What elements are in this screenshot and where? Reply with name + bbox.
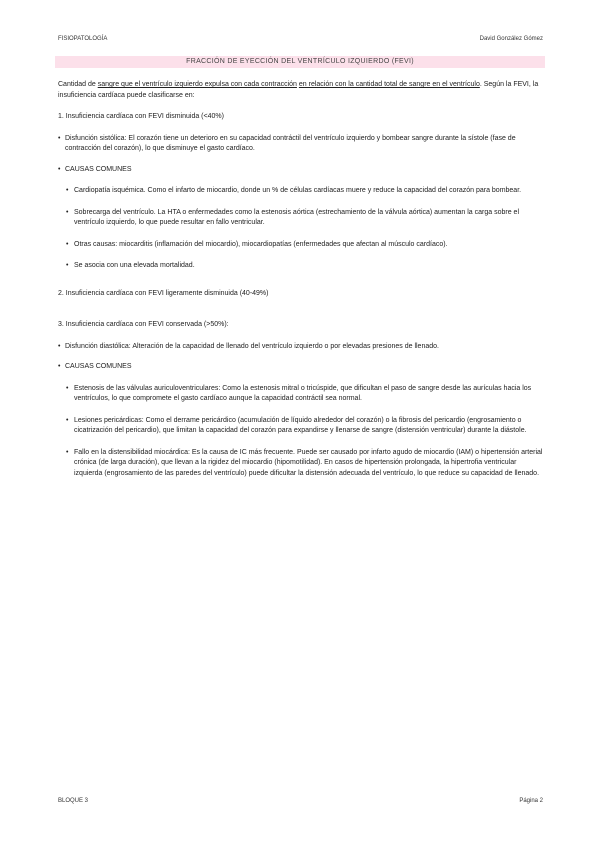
section-3-heading: 3. Insuficiencia cardíaca con FEVI conservada (>50%): [58,321,229,328]
section-3-disfuncion: • Disfunción diastólica: Alteración de la capacidad de llenado del ventrículo izquierdo o por elevadas presiones de llenado. [58,342,544,353]
footer-page-number: Página 2 [519,798,543,804]
intro-text-1: Cantidad de [58,81,98,88]
header-subject: FISIOPATOLOGÍA [58,36,108,42]
section-2-heading: 2. Insuficiencia cardíaca con FEVI ligeramente disminuida (40-49%) [58,289,269,297]
section-1-item-2: • Sobrecarga del ventrículo. La HTA o enfermedades como la estenosis aórtica (estrechamiento de la válvula aórtica) aumentan la carga sobre el ventrículo izquierdo, lo que puede resultar en fallo ventricular. [58,208,544,229]
section-1-causas-heading: • CAUSAS COMUNES [58,165,544,176]
intro-paragraph [58,80,544,101]
section-1-heading: 1. Insuficiencia cardíaca con FEVI disminuida (<40%) [58,113,224,120]
section-3-causas-heading: • CAUSAS COMUNES [58,362,544,373]
section-1-disfuncion: • Disfunción sistólica: El corazón tiene un deterioro en su capacidad contráctil del ventrículo izquierdo y bombear sangre durante la sístole (fase de contracción del corazón), lo que disminuye el gasto cardíaco. [58,134,544,155]
intro-underline-1: sangre que el ventrículo izquierdo expulsa con cada contracción [97,81,297,88]
section-1-item-4: • Se asocia con una elevada mortalidad. [58,261,544,272]
intro-underline-2: en relación con la cantidad total de sangre en el ventrículo [298,81,480,88]
document-body [58,80,544,490]
intro-text-3: . Según la FEVI, la insuficiencia cardíaca puede clasificarse en: [58,81,539,99]
header-author: David González Gómez [479,36,543,42]
footer-block: BLOQUE 3 [58,798,89,804]
section-3-item-3: • Fallo en la distensibilidad miocárdica: Es la causa de IC más frecuente. Puede ser causado por infarto agudo de miocardio (IAM) o hipertensión arterial crónica (de larga duración), que llevan a la rigidez del miocardio (hipomotilidad). En casos de hipertensión prolongada, la hipertrofia ventricular izquierda (engrosamiento de las paredes del ventrículo) puede dificultar la distensión adecuada del ventrículo, lo que reduce su capacidad de llenado. [58,448,544,480]
section-1-item-1: • Cardiopatía isquémica. Como el infarto de miocardio, donde un % de células cardíacas muere y reduce la capacidad del corazón para bombear. [58,186,544,197]
section-title: FRACCIÓN DE EYECCIÓN DEL VENTRÍCULO IZQUIERDO (FEVI) [55,56,545,68]
section-3-item-1: • Estenosis de las válvulas auriculoventriculares: Como la estenosis mitral o tricúspide, que dificultan el paso de sangre desde las aurículas hacia los ventrículos, lo que compromete el gasto cardíaco aunque la capacidad contráctil sea normal. [58,384,544,405]
section-3-item-2: • Lesiones pericárdicas: Como el derrame pericárdico (acumulación de líquido alrededor del corazón) o la fibrosis del pericardio (engrosamiento o cicatrización del pericardio), que limitan la capacidad del corazón para expandirse y llenarse de sangre (distensión ventricular) durante la diástole. [58,416,544,437]
section-1-item-3: • Otras causas: miocarditis (inflamación del miocardio), miocardiopatías (enfermedades que afectan al músculo cardíaco). [58,240,544,251]
